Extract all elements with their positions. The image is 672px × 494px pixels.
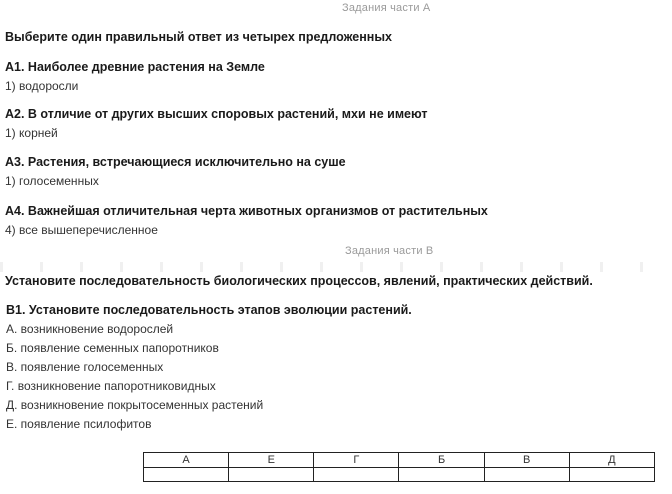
answer-cell-2: Е [229,453,314,468]
blank-cell [399,468,484,482]
answer-a4: 4) все вышеперечисленное [5,223,158,237]
question-a4: А4. Важнейшая отличительная черта животных организмов от растительных [5,204,488,218]
option-e: Е. появление псилофитов [6,417,152,431]
option-b: Б. появление семенных папоротников [6,341,219,355]
answer-cell-5: В [484,453,569,468]
blank-cell [229,468,314,482]
answer-table [143,452,655,482]
question-a1: А1. Наиболее древние растения на Земле [5,60,265,74]
part-a-heading: Задания части А [342,2,431,14]
answer-cell-6: Д [569,453,654,468]
answer-cell-1: А [144,453,229,468]
option-a: А. возникновение водорослей [6,322,174,336]
blank-cell [314,468,399,482]
scan-noise-strip [0,262,672,272]
part-b-heading: Задания части В [345,245,434,257]
part-b-instruction: Установите последовательность биологических процессов, явлений, практических действий. [5,274,593,288]
option-v: В. появление голосеменных [6,360,164,374]
question-a3: А3. Растения, встречающиеся исключительно на суше [5,155,346,169]
option-g: Г. возникновение папоротниковидных [6,379,216,393]
answer-cell-4: Б [399,453,484,468]
blank-cell [144,468,229,482]
part-a-instruction: Выберите один правильный ответ из четырех предложенных [5,30,392,44]
option-d: Д. возникновение покрытосеменных растений [6,398,264,412]
answer-a2: 1) корней [5,126,58,140]
answer-a3: 1) голосеменных [5,174,99,188]
answer-a1: 1) водоросли [5,79,79,93]
question-a2: А2. В отличие от других высших споровых растений, мхи не имеют [5,107,428,121]
answer-blank-row [144,468,655,482]
question-b1: В1. Установите последовательность этапов эволюции растений. [6,303,412,317]
blank-cell [484,468,569,482]
answer-row [144,453,655,468]
blank-cell [569,468,654,482]
answer-cell-3: Г [314,453,399,468]
